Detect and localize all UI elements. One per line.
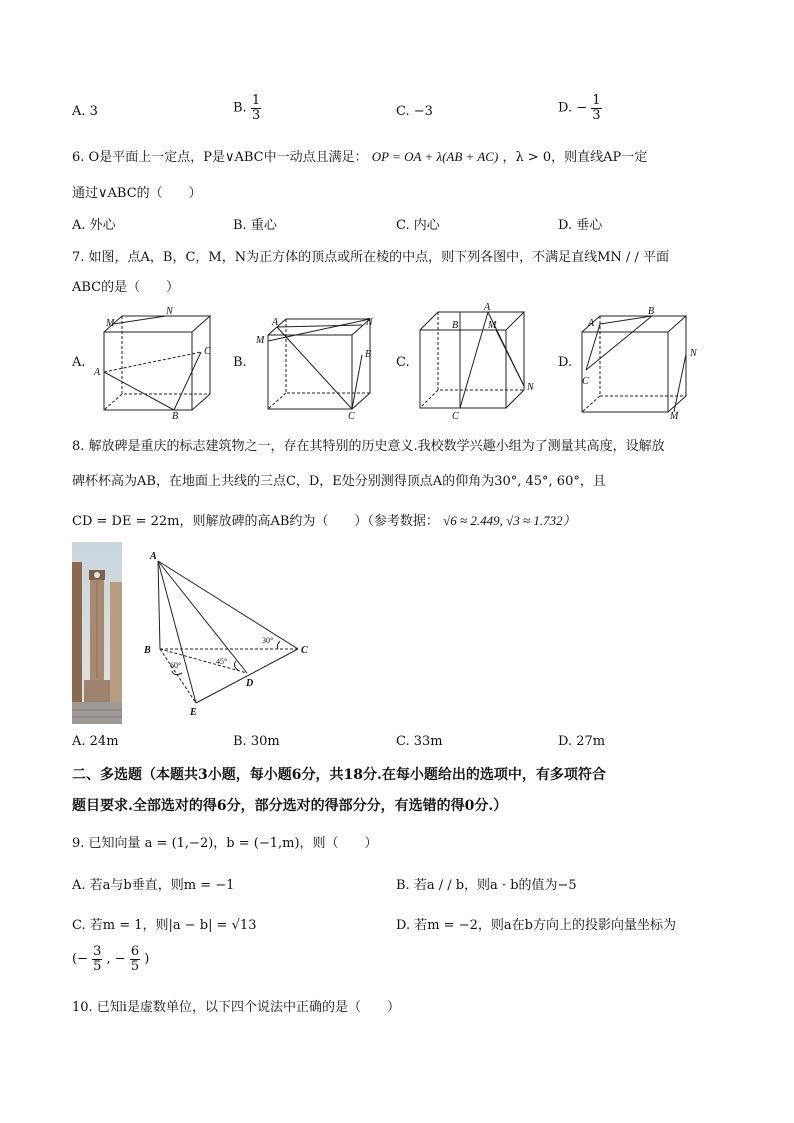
segment-ac: [104, 352, 201, 372]
point-n: N: [527, 382, 534, 393]
q6-option-c: C. 内心: [396, 218, 440, 233]
q6-option-b: B. 重心: [233, 218, 277, 233]
q9-d-frac1-den: 5: [93, 958, 102, 974]
section2-heading-line1: 二、多选题（本题共3小题，每小题6分，共18分.在每小题给出的选项中，有多项符合: [72, 767, 606, 783]
q6-option-d: D. 垂心: [558, 218, 603, 233]
point-m: M: [670, 411, 679, 420]
cube-top-face: [104, 316, 210, 332]
q5-d-den: 3: [592, 107, 601, 123]
q9-d-frac2: [130, 945, 140, 973]
point-n: N: [690, 348, 697, 359]
q8-option-c: C. 33m: [396, 734, 443, 749]
angle-c-label: 30°: [262, 636, 274, 645]
q8-option-d: D. 27m: [558, 734, 606, 749]
photo-base: [84, 680, 110, 702]
q9-d-open: (−: [72, 951, 88, 967]
q9-d-close: ): [144, 951, 150, 967]
q9-d-frac2-den: 5: [130, 958, 140, 974]
q8-stem-line2: 碑杯杯高为AB，在地面上共线的三点C，D，E处分别测得顶点A的仰角为30°, 45°, 60°，且: [72, 474, 606, 489]
point-e: E: [190, 707, 197, 718]
q5-b-den: 3: [251, 107, 261, 123]
q8-stem-line3: [72, 510, 576, 529]
q5-d-sign: −: [576, 100, 588, 116]
point-a: A: [150, 551, 157, 562]
point-b: B: [172, 411, 179, 420]
q8-reference-data: √6 ≈ 2.449, √3 ≈ 1.732）: [443, 513, 576, 528]
segment-bc: [586, 316, 652, 370]
point-m: M: [256, 335, 265, 346]
cube-hidden-edge: [420, 390, 438, 408]
section2-heading-line2: 题目要求.全部选对的得6分，部分选对的得部分分，有选错的得0分.）: [72, 798, 508, 814]
q5-d-fraction: [591, 94, 601, 122]
photo-ground: [72, 702, 122, 724]
q5-option-a: [72, 104, 98, 119]
cube-right-edges: [506, 312, 524, 408]
cube-hidden-edge: [582, 396, 600, 412]
point-b: B: [452, 320, 459, 331]
point-c: C: [452, 411, 459, 422]
segment-mn: [674, 354, 686, 412]
q5-a-value: 3: [89, 104, 98, 119]
q7-figure-a: [90, 302, 220, 420]
q5-option-c: [396, 104, 433, 119]
point-n: N: [366, 317, 373, 328]
cube-hidden-edge: [268, 393, 286, 409]
q10-stem: 10. 已知i是虚数单位，以下四个说法中正确的是（ ）: [72, 1000, 400, 1015]
segment-ac: [460, 312, 488, 408]
q9-d-frac1: [92, 945, 102, 973]
monument-photo: [72, 542, 122, 724]
segment-ab: [158, 561, 160, 649]
q9-option-d: D. 若m = −2，则a在b方向上的投影向量坐标为: [396, 918, 676, 933]
segment-ac: [158, 561, 298, 649]
q5-b-label: B.: [233, 100, 247, 116]
q6-condition: ，λ > 0，则直线AP一定: [502, 150, 648, 165]
q5-option-d: [558, 94, 602, 122]
photo-building-right: [110, 582, 122, 702]
angle-arc-c: [277, 641, 280, 649]
q5-d-num: 1: [592, 93, 601, 108]
q7-stem-line2: ABC的是（ ）: [72, 280, 180, 295]
q6-stem-line1: [72, 146, 647, 165]
point-b: B: [365, 349, 372, 360]
segment-mn: [496, 330, 524, 386]
point-c: C: [301, 645, 308, 656]
q7-fig-c-label: C.: [396, 355, 410, 370]
photo-building-left: [72, 562, 82, 702]
q8-stem-line1: 8. 解放碑是重庆的标志建筑物之一，存在其特别的历史意义.我校数学兴趣小组为了测量其高度，设解放: [72, 439, 665, 454]
q9-option-a: A. 若a与b垂直，则m = −1: [72, 878, 235, 893]
point-c: C: [204, 346, 211, 357]
q8-option-a: A. 24m: [72, 734, 119, 749]
point-n: N: [166, 306, 173, 317]
point-d: D: [246, 678, 254, 689]
q6-option-a: A. 外心: [72, 218, 116, 233]
q7-fig-a-label: A.: [72, 355, 86, 370]
q5-c-label: C.: [396, 104, 410, 119]
q5-d-label: D.: [558, 100, 573, 116]
q9-option-c: C. 若m = 1，则|a − b| = √13: [72, 918, 257, 933]
point-a: A: [94, 367, 101, 378]
q7-figure-b: [252, 305, 382, 420]
photo-clock-face: [94, 572, 100, 578]
point-c: C: [582, 376, 589, 387]
segment-ac: [586, 324, 600, 370]
point-m: M: [488, 320, 497, 331]
segment-ad: [158, 561, 247, 673]
point-b: B: [144, 645, 151, 656]
point-a: A: [484, 302, 491, 313]
q9-option-b: B. 若a / / b，则a · b的值为−5: [396, 878, 577, 893]
q8-option-b: B. 30m: [233, 734, 280, 749]
q9-d-mid: , −: [106, 951, 126, 967]
point-b: B: [648, 306, 655, 317]
q7-stem-line1: 7. 如图，点A，B，C，M，N为正方体的顶点或所在棱的中点，则下列各图中，不满足直线MN / / 平面: [72, 250, 669, 265]
cube-hidden-edge: [104, 394, 122, 410]
q9-stem: 9. 已知向量 a = (1,−2)，b = (−1,m)，则（ ）: [72, 836, 378, 851]
segment-bc: [174, 352, 201, 410]
segment-ae: [158, 561, 196, 703]
segment-ab: [104, 372, 174, 410]
q5-b-fraction: [251, 94, 261, 122]
q8-line3a: CD = DE = 22m，则解放碑的高AB约为（ ）（参考数据：: [72, 514, 439, 529]
segment-ce: [196, 649, 298, 703]
q6-formula: OP = OA + λ(AB + AC): [371, 149, 499, 164]
cube-top-face: [420, 312, 524, 330]
angle-e-label: 60°: [170, 661, 182, 670]
q7-fig-b-label: B.: [233, 355, 247, 370]
point-c: C: [348, 411, 355, 420]
q6-line1: 6. O是平面上一定点，P是∨ABC中一动点且满足：: [72, 150, 368, 165]
q5-a-label: A.: [72, 104, 86, 119]
segment-mn: [268, 319, 370, 341]
q5-option-b: [233, 94, 261, 122]
angle-d-label: 45°: [216, 657, 228, 666]
q7-fig-d-label: D.: [558, 355, 573, 370]
q5-b-num: 1: [251, 93, 261, 108]
point-m: M: [106, 318, 115, 329]
q5-c-value: −3: [413, 104, 433, 119]
q8-geometry-diagram: [138, 545, 318, 720]
angle-arc-d: [234, 661, 238, 670]
q9-option-d-continuation: [72, 945, 149, 973]
q9-d-frac2-num: 6: [130, 944, 140, 959]
q6-stem-line2: 通过∨ABC的（ ）: [72, 186, 202, 201]
cube-hidden-edges: [438, 312, 524, 390]
point-a: A: [588, 318, 595, 329]
segment-an: [277, 325, 362, 327]
segment-ac: [277, 327, 352, 409]
q9-d-frac1-num: 3: [93, 944, 102, 959]
q7-figure-d: [574, 302, 704, 420]
q7-figure-c: [412, 298, 542, 422]
point-a: A: [272, 317, 279, 328]
